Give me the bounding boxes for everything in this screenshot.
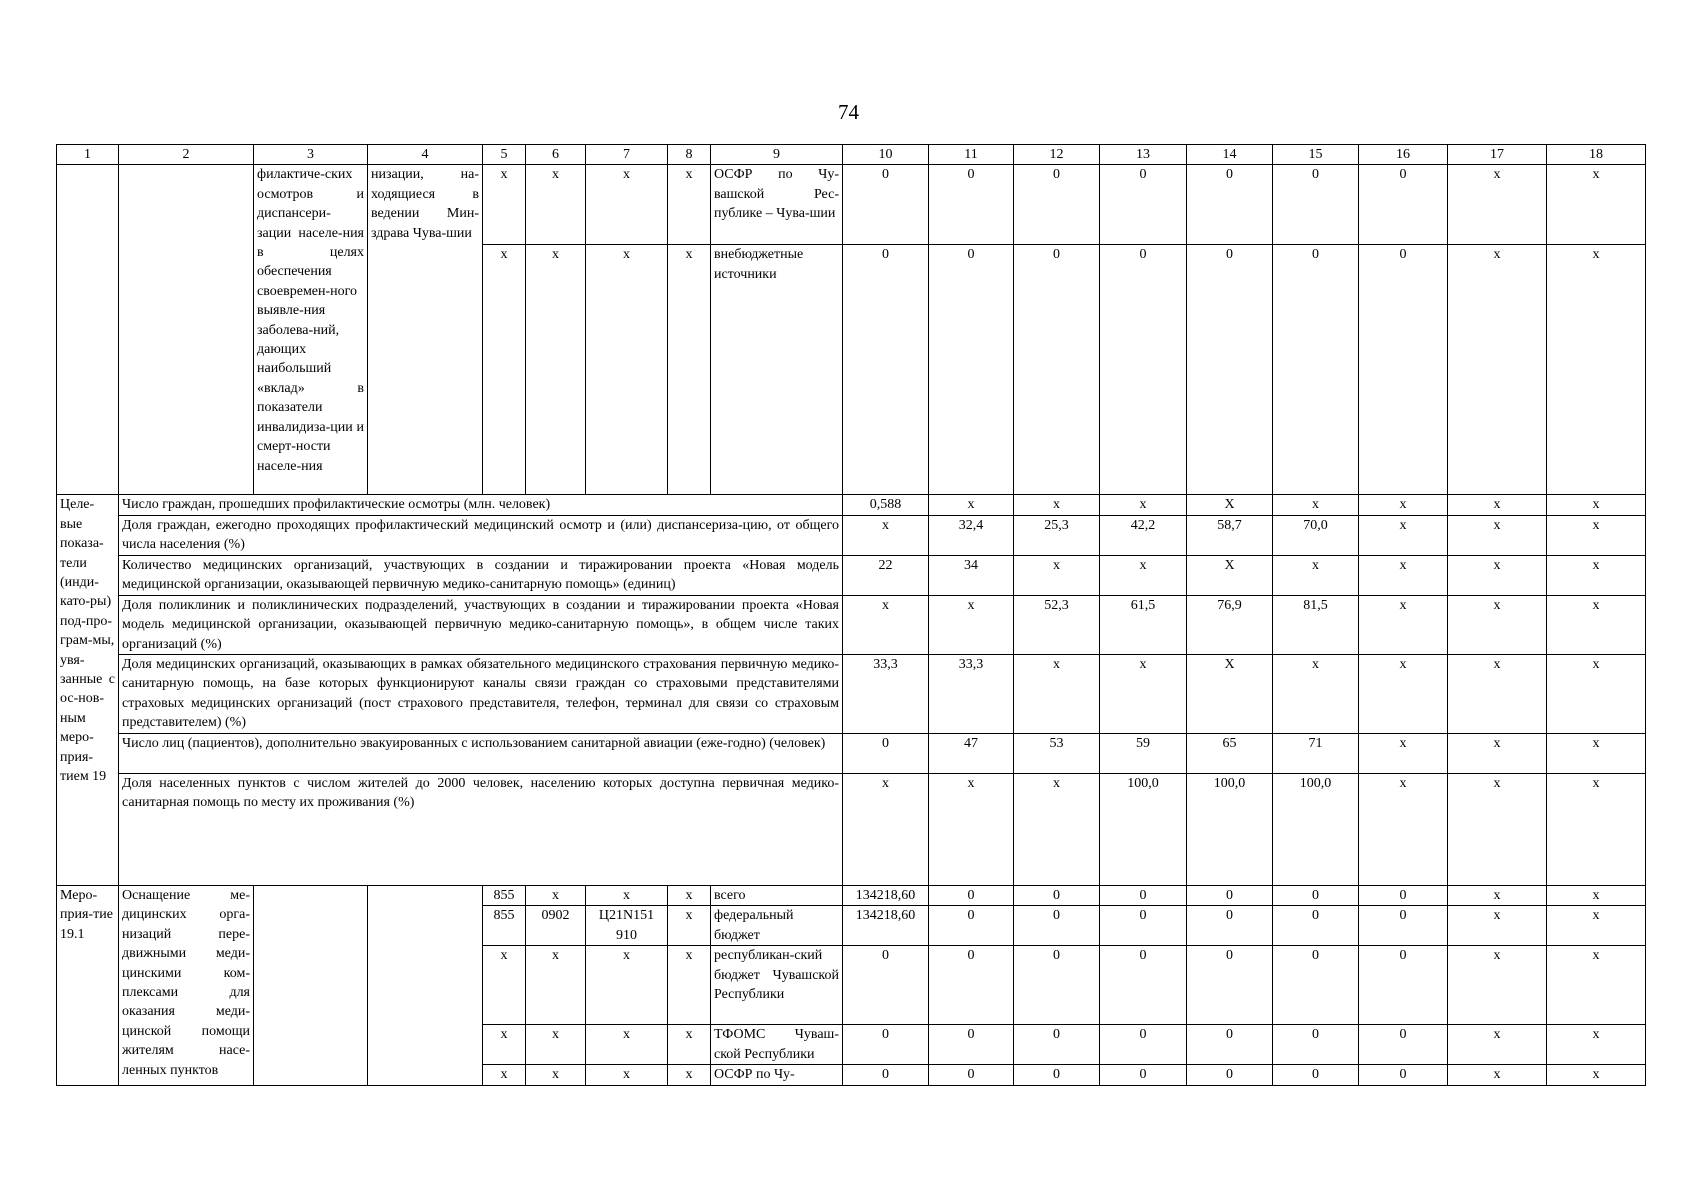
- value-cell: 0: [1273, 946, 1359, 1025]
- value-cell: 34: [929, 555, 1014, 595]
- value-cell: 0: [1014, 946, 1100, 1025]
- value-cell: 65: [1187, 734, 1273, 774]
- value-cell: 0: [1187, 906, 1273, 946]
- value-cell: 0: [1014, 165, 1100, 245]
- value-cell: 0: [1014, 1065, 1100, 1085]
- indicator-text: Доля медицинских организаций, оказывающих в рамках обязательного медицинского страхования первичную медико-санитарную помощь, на базе которых функционируют каналы связи граждан со страховыми представителями страховых медицинских организаций (пост страхового представителя, телефон, терминал для связи со страховым представителем) (%): [119, 655, 843, 734]
- value-cell: 0: [843, 165, 929, 245]
- value-cell: 0: [929, 1025, 1014, 1065]
- code-cell: x: [668, 946, 711, 1025]
- value-cell: x: [1359, 655, 1448, 734]
- page-number: 74: [838, 100, 859, 124]
- value-cell: x: [1100, 655, 1187, 734]
- value-cell: x: [1547, 515, 1646, 555]
- value-cell: x: [1448, 245, 1547, 495]
- value-cell: 0: [1187, 245, 1273, 495]
- value-cell: x: [1359, 734, 1448, 774]
- value-cell: 52,3: [1014, 595, 1100, 654]
- value-cell: 100,0: [1100, 774, 1187, 886]
- value-cell: 0: [843, 734, 929, 774]
- code-cell: x: [526, 1025, 586, 1065]
- value-cell: x: [1359, 774, 1448, 886]
- value-cell: x: [1448, 946, 1547, 1025]
- empty-cell: [119, 165, 254, 495]
- header-row: [57, 145, 1646, 165]
- value-cell: x: [1448, 595, 1547, 654]
- code-cell: x: [526, 245, 586, 495]
- executor-cell: низации, на-ходящиеся в ведении Мин-здрава Чува-шии: [368, 165, 483, 495]
- value-cell: x: [1547, 555, 1646, 595]
- column-number: 10: [843, 145, 929, 165]
- value-cell: x: [1448, 774, 1547, 886]
- value-cell: 0: [1273, 165, 1359, 245]
- value-cell: x: [1448, 495, 1547, 515]
- value-cell: 81,5: [1273, 595, 1359, 654]
- value-cell: 0: [1273, 906, 1359, 946]
- value-cell: x: [1273, 495, 1359, 515]
- code-cell: x: [668, 1025, 711, 1065]
- value-cell: 0: [1187, 1065, 1273, 1085]
- column-number: 4: [368, 145, 483, 165]
- funding-source-cell: федеральный бюджет: [711, 906, 843, 946]
- value-cell: 53: [1014, 734, 1100, 774]
- value-cell: x: [1547, 495, 1646, 515]
- code-cell: x: [668, 886, 711, 906]
- value-cell: 0: [1187, 1025, 1273, 1065]
- value-cell: 0: [1100, 906, 1187, 946]
- column-number: 1: [57, 145, 119, 165]
- column-number: 11: [929, 145, 1014, 165]
- funding-source-cell: внебюджетные источники: [711, 245, 843, 495]
- value-cell: 0: [1100, 1065, 1187, 1085]
- value-cell: x: [1014, 495, 1100, 515]
- value-cell: 0: [929, 245, 1014, 495]
- value-cell: x: [843, 515, 929, 555]
- column-number: 6: [526, 145, 586, 165]
- value-cell: 0: [1359, 906, 1448, 946]
- code-cell: x: [668, 245, 711, 495]
- value-cell: 0: [843, 946, 929, 1025]
- value-cell: 59: [1100, 734, 1187, 774]
- value-cell: 0: [1100, 165, 1187, 245]
- value-cell: x: [1100, 495, 1187, 515]
- value-cell: 0: [1014, 906, 1100, 946]
- value-cell: x: [1547, 165, 1646, 245]
- indicator-row: [57, 655, 1646, 734]
- value-cell: 22: [843, 555, 929, 595]
- column-number: 16: [1359, 145, 1448, 165]
- value-cell: x: [929, 774, 1014, 886]
- value-cell: 0: [1359, 1065, 1448, 1085]
- value-cell: 47: [929, 734, 1014, 774]
- column-number: 13: [1100, 145, 1187, 165]
- code-cell: x: [526, 1065, 586, 1085]
- value-cell: x: [1547, 245, 1646, 495]
- value-cell: 0: [1359, 1025, 1448, 1065]
- value-cell: x: [1448, 555, 1547, 595]
- value-cell: x: [1448, 655, 1547, 734]
- value-cell: x: [1014, 774, 1100, 886]
- code-cell: 855: [483, 906, 526, 946]
- indicator-row: [57, 555, 1646, 595]
- value-cell: 33,3: [843, 655, 929, 734]
- value-cell: x: [1014, 555, 1100, 595]
- value-cell: 0: [843, 245, 929, 495]
- indicator-text: Доля граждан, ежегодно проходящих профилактический медицинский осмотр и (или) диспансериза-цию, от общего числа населения (%): [119, 515, 843, 555]
- column-number: 15: [1273, 145, 1359, 165]
- measure-description-cell: филактиче-ских осмотров и диспансери-зации населе-ния в целях обеспечения своевремен-ного выявле-ния заболева-ний, дающих наибольший «вклад» в показатели инвалидиза-ции и смерт-ности населе-ния: [254, 165, 368, 495]
- program-table: [56, 144, 1646, 1086]
- value-cell: 0: [929, 165, 1014, 245]
- value-cell: 0: [1273, 886, 1359, 906]
- value-cell: 33,3: [929, 655, 1014, 734]
- column-number: 3: [254, 145, 368, 165]
- code-cell: x: [586, 1065, 668, 1085]
- code-cell: x: [526, 946, 586, 1025]
- column-number: 8: [668, 145, 711, 165]
- column-number: 14: [1187, 145, 1273, 165]
- value-cell: 0: [1359, 165, 1448, 245]
- value-cell: x: [1547, 595, 1646, 654]
- value-cell: 25,3: [1014, 515, 1100, 555]
- column-number: 17: [1448, 145, 1547, 165]
- value-cell: x: [1448, 165, 1547, 245]
- indicator-row: [57, 595, 1646, 654]
- indicator-text: Число граждан, прошедших профилактические осмотры (млн. человек): [119, 495, 843, 515]
- value-cell: 0: [1273, 1065, 1359, 1085]
- code-cell: x: [526, 886, 586, 906]
- value-cell: 0: [1359, 946, 1448, 1025]
- value-cell: x: [1547, 886, 1646, 906]
- indicator-row: [57, 774, 1646, 886]
- value-cell: 100,0: [1273, 774, 1359, 886]
- value-cell: 0: [1187, 886, 1273, 906]
- value-cell: 0: [1100, 245, 1187, 495]
- indicator-text: Доля поликлиник и поликлинических подразделений, участвующих в создании и тиражировании проекта «Новая модель медицинской организации, оказывающей первичную медико-санитарную помощь», в общем числе таких организаций (%): [119, 595, 843, 654]
- value-cell: x: [843, 774, 929, 886]
- value-cell: 61,5: [1100, 595, 1187, 654]
- code-cell: x: [668, 906, 711, 946]
- value-cell: x: [1547, 774, 1646, 886]
- indicator-text: Доля населенных пунктов с числом жителей до 2000 человек, населению которых доступна первичная медико-санитарная помощь по месту их проживания (%): [119, 774, 843, 886]
- indicator-row: [57, 495, 1646, 515]
- value-cell: 0: [1273, 245, 1359, 495]
- value-cell: x: [1273, 555, 1359, 595]
- code-cell: x: [586, 946, 668, 1025]
- value-cell: x: [1547, 1025, 1646, 1065]
- table-row: [57, 165, 1646, 245]
- empty-cell: [368, 886, 483, 1086]
- indicator-text: Количество медицинских организаций, участвующих в создании и тиражировании проекта «Новая модель медицинской организации, оказывающей первичную медико-санитарную помощь» (единиц): [119, 555, 843, 595]
- value-cell: x: [1359, 555, 1448, 595]
- value-cell: x: [1547, 1065, 1646, 1085]
- value-cell: 0: [1359, 886, 1448, 906]
- value-cell: x: [1448, 1065, 1547, 1085]
- value-cell: x: [1547, 734, 1646, 774]
- value-cell: 0: [929, 1065, 1014, 1085]
- funding-source-cell: республикан-ский бюджет Чувашской Республики: [711, 946, 843, 1025]
- column-number: 7: [586, 145, 668, 165]
- indicator-row: [57, 515, 1646, 555]
- code-cell: x: [483, 1025, 526, 1065]
- code-cell: x: [586, 886, 668, 906]
- value-cell: 71: [1273, 734, 1359, 774]
- value-cell: x: [843, 595, 929, 654]
- indicator-row: [57, 734, 1646, 774]
- value-cell: 0: [843, 1025, 929, 1065]
- value-cell: x: [1014, 655, 1100, 734]
- code-cell: x: [586, 245, 668, 495]
- code-cell: x: [483, 946, 526, 1025]
- column-number: 18: [1547, 145, 1646, 165]
- value-cell: x: [1448, 906, 1547, 946]
- value-cell: 134218,60: [843, 886, 929, 906]
- value-cell: 134218,60: [843, 906, 929, 946]
- column-number: 2: [119, 145, 254, 165]
- value-cell: 0: [929, 906, 1014, 946]
- value-cell: 0: [1100, 886, 1187, 906]
- value-cell: 0: [1100, 1025, 1187, 1065]
- code-cell: x: [483, 1065, 526, 1085]
- code-cell: x: [586, 165, 668, 245]
- code-cell: x: [668, 165, 711, 245]
- code-cell: x: [668, 1065, 711, 1085]
- value-cell: x: [1448, 1025, 1547, 1065]
- value-cell: x: [1547, 946, 1646, 1025]
- value-cell: x: [1547, 655, 1646, 734]
- code-cell: Ц21N151 910: [586, 906, 668, 946]
- value-cell: 76,9: [1187, 595, 1273, 654]
- funding-source-cell: ТФОМС Чуваш-ской Республики: [711, 1025, 843, 1065]
- value-cell: 0,588: [843, 495, 929, 515]
- measure-label: Меро-прия-тие 19.1: [57, 886, 119, 1086]
- measure-name: Оснащение ме-дицинских орга-низаций пере-движными меди-цинскими ком-плексами для оказания меди-цинской помощи жителям насе-ленных пунктов: [119, 886, 254, 1086]
- value-cell: 42,2: [1100, 515, 1187, 555]
- value-cell: 0: [929, 886, 1014, 906]
- value-cell: 0: [843, 1065, 929, 1085]
- column-number: 5: [483, 145, 526, 165]
- value-cell: 70,0: [1273, 515, 1359, 555]
- table-row: [57, 886, 1646, 906]
- value-cell: x: [929, 595, 1014, 654]
- column-number: 9: [711, 145, 843, 165]
- funding-source-cell: всего: [711, 886, 843, 906]
- value-cell: x: [1359, 595, 1448, 654]
- value-cell: 0: [1187, 165, 1273, 245]
- code-cell: 855: [483, 886, 526, 906]
- code-cell: 0902: [526, 906, 586, 946]
- column-number: 12: [1014, 145, 1100, 165]
- code-cell: x: [526, 165, 586, 245]
- value-cell: 0: [929, 946, 1014, 1025]
- value-cell: 0: [1100, 946, 1187, 1025]
- value-cell: x: [1547, 906, 1646, 946]
- value-cell: x: [1448, 734, 1547, 774]
- funding-source-cell: ОСФР по Чу-вашской Рес-публике – Чува-шии: [711, 165, 843, 245]
- value-cell: 0: [1014, 1025, 1100, 1065]
- target-indicators-label: Целе-вые показа-тели (инди-като-ры) под-про-грам-мы, увя-занные с ос-нов-ным меро-прия-тием 19: [57, 495, 119, 886]
- indicator-text: Число лиц (пациентов), дополнительно эвакуированных с использованием санитарной авиации (еже-годно) (человек): [119, 734, 843, 774]
- value-cell: 0: [1359, 245, 1448, 495]
- code-cell: x: [586, 1025, 668, 1065]
- code-cell: x: [483, 165, 526, 245]
- value-cell: x: [929, 495, 1014, 515]
- value-cell: x: [1100, 555, 1187, 595]
- value-cell: 58,7: [1187, 515, 1273, 555]
- value-cell: x: [1273, 655, 1359, 734]
- value-cell: X: [1187, 495, 1273, 515]
- empty-cell: [254, 886, 368, 1086]
- value-cell: x: [1448, 886, 1547, 906]
- value-cell: X: [1187, 655, 1273, 734]
- empty-cell: [57, 165, 119, 495]
- value-cell: X: [1187, 555, 1273, 595]
- value-cell: 0: [1014, 886, 1100, 906]
- value-cell: 0: [1187, 946, 1273, 1025]
- value-cell: 0: [1273, 1025, 1359, 1065]
- value-cell: 32,4: [929, 515, 1014, 555]
- value-cell: x: [1359, 515, 1448, 555]
- value-cell: 100,0: [1187, 774, 1273, 886]
- code-cell: x: [483, 245, 526, 495]
- value-cell: 0: [1014, 245, 1100, 495]
- value-cell: x: [1359, 495, 1448, 515]
- value-cell: x: [1448, 515, 1547, 555]
- funding-source-cell: ОСФР по Чу-: [711, 1065, 843, 1085]
